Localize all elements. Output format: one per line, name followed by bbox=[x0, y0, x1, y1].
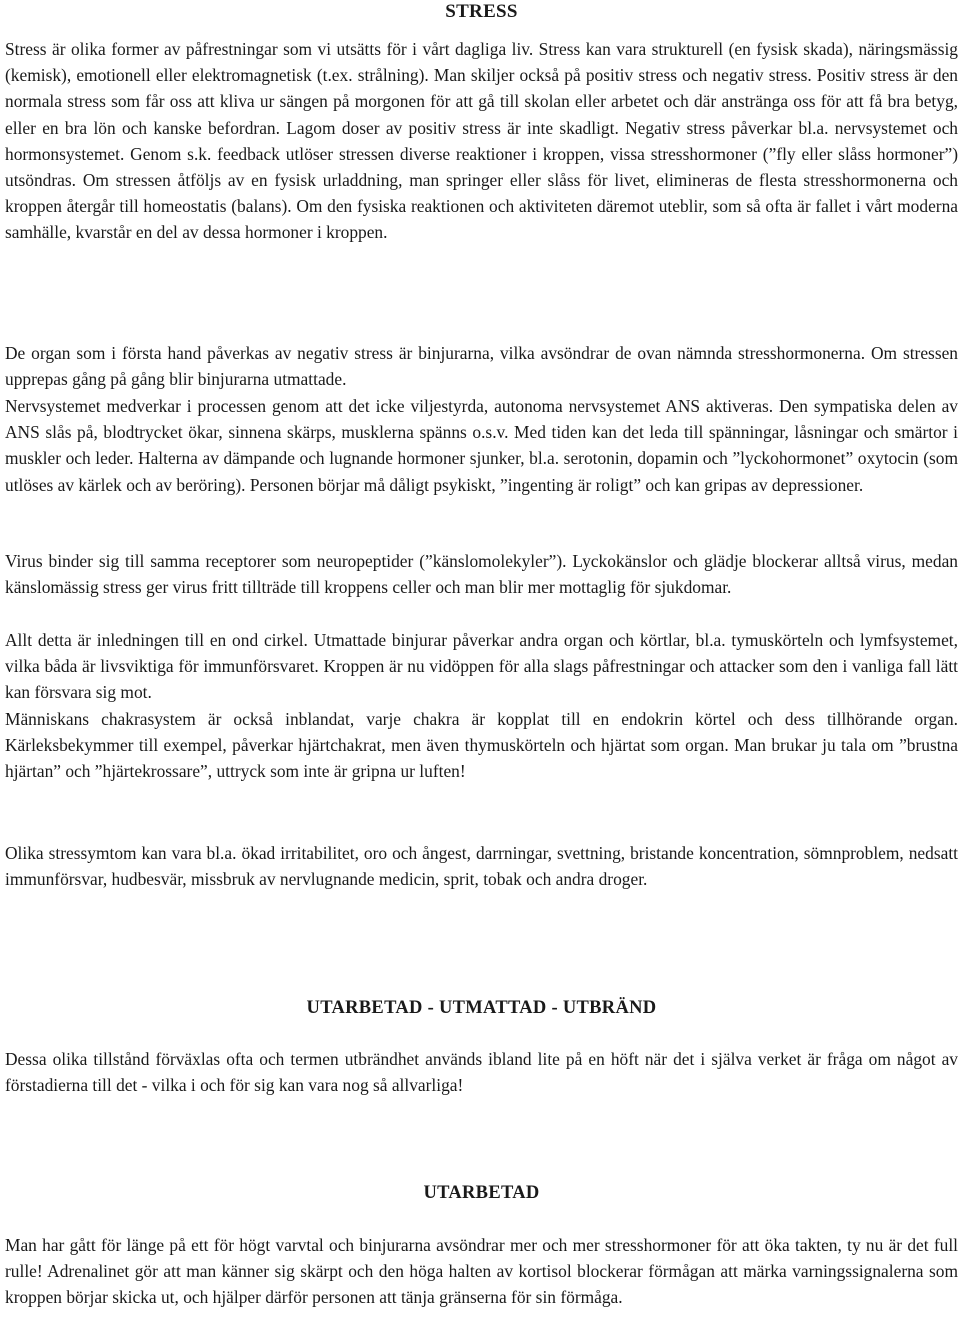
paragraph-tillstand: Dessa olika tillstånd förväxlas ofta och termen utbrändhet används ibland lite på en höft när det i själva verket är fråga om något av förstadierna till det - vilka i och för sig kan vara nog så allvarliga! bbox=[5, 1049, 958, 1096]
paragraph-ond-cirkel: Allt detta är inledningen till en ond cirkel. Utmattade binjurar påverkar andra organ och körtlar, bl.a. tymuskörteln och lymfsystemet, vilka båda är livsviktiga för immunförsvaret. Kroppen är nu vidöppen för alla slags påfrestningar och attacker som den i vanliga fall lätt kan försvara sig mot. bbox=[5, 630, 958, 703]
heading-utarbetad-utmattad-utbrand: UTARBETAD - UTMATTAD - UTBRÄND bbox=[306, 998, 657, 1018]
paragraph-chakra: Människans chakrasystem är också inblandat, varje chakra är kopplat till en endokrin körtel och dess tillhörande organ. Kärleksbekymmer till exempel, påverkar hjärtchakrat, men även thymuskörteln och hjärtat som organ. Man brukar ju tala om ”brustna hjärtan” och ”hjärtekrossare”, uttryck som inte är gripna ur luften! bbox=[5, 709, 958, 782]
heading-utarbetad: UTARBETAD bbox=[423, 1183, 540, 1203]
paragraph-organ: De organ som i första hand påverkas av negativ stress är binjurarna, vilka avsöndrar de ovan nämnda stresshormonerna. Om stressen upprepas gång på gång blir binjurarna utmattade. bbox=[5, 343, 958, 390]
paragraph-virus: Virus binder sig till samma receptorer som neuropeptider (”känslomolekyler”). Lyckokänslor och glädje blockerar alltså virus, medan känslomässig stress ger virus fritt tillträde till kroppens celler och man blir mer mottaglig för sjukdomar. bbox=[5, 551, 958, 598]
heading-stress: STRESS bbox=[445, 1, 518, 22]
paragraph-nervsystem: Nervsystemet medverkar i processen genom att det icke viljestyrda, autonoma nervsystemet ANS aktiveras. Den sympatiska delen av ANS slås på, blodtrycket ökar, sinnena skärps, musklerna spänns o.s.v. Med tiden kan det leda till spänningar, låsningar och smärtor i muskler och leder. Halterna av dämpande och lugnande hormoner sjunker, bl.a. serotonin, dopamin och ”lyckohormonet” oxytocin (som utlöses av kärlek och av beröring). Personen börjar må dåligt psykiskt, ”ingenting är roligt” och kan gripas av depressioner. bbox=[5, 396, 958, 495]
paragraph-utarbetad: Man har gått för länge på ett för högt varvtal och binjurarna avsöndrar mer och mer stresshormoner för att öka takten, ty nu är det full rulle! Adrenalinet gör att man känner sig skärpt och den höga halten av kortisol blockerar förmågan att märka varningssignalerna som kroppen börjar skicka ut, och hjälper därför personen att tänja gränserna för sin förmåga. bbox=[5, 1235, 958, 1308]
paragraph-symtom: Olika stressymtom kan vara bl.a. ökad irritabilitet, oro och ångest, darrningar, svettning, bristande koncentration, sömnproblem, nedsatt immunförsvar, hudbesvär, missbruk av nervlugnande medicin, sprit, tobak och andra droger. bbox=[5, 843, 958, 890]
paragraph-stress-intro: Stress är olika former av påfrestningar som vi utsätts för i vårt dagliga liv. Stress kan vara strukturell (en fysisk skada), näringsmässig (kemisk), emotionell eller elektromagnetisk (t.ex. strålning). Man skiljer också på positiv stress och negativ stress. Positiv stress är den normala stress som får oss att kliva ur sängen på morgonen för att gå till skolan eller arbetet och där anstränga oss för att få bra betyg, eller en bra lön och kanske befordran. Lagom doser av positiv stress är inte skadligt. Negativ stress påverkar bl.a. nervsystemet och hormonsystemet. Genom s.k. feedback utlöser stressen diverse reaktioner i kroppen, vissa stresshormoner (”fly eller slåss hormoner”) utsöndras. Om stressen åtföljs av en fysisk urladdning, man springer eller slåss för livet, elimineras de flesta stresshormonerna och kroppen återgår till homeostatis (balans). Om den fysiska reaktionen och aktiviteten däremot uteblir, som så ofta är fallet i vårt moderna samhälle, kvarstår en del av dessa hormoner i kroppen. bbox=[5, 39, 958, 243]
